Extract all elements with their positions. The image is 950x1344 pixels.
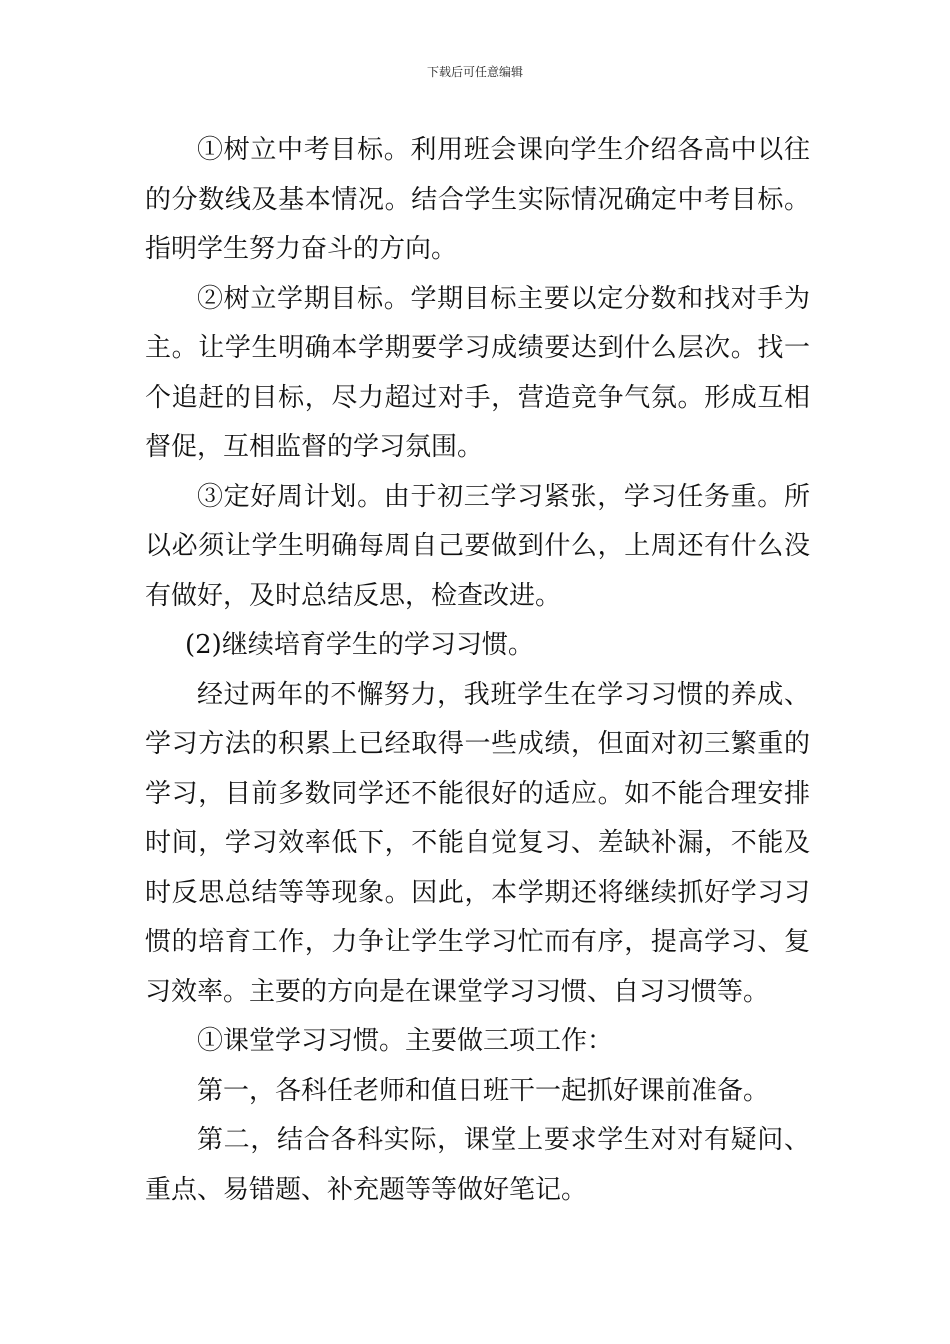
paragraph-classroom-habits: ①课堂学习习惯。主要做三项工作：	[197, 1026, 614, 1056]
paragraph-goal-exam: ①树立中考目标。利用班会课向学生介绍各高中以往的分数线及基本情况。结合学生实际情况确定中考目标。指明学生努力奋斗的方向。	[145, 135, 810, 264]
paragraph-weekly-plan: ③定好周计划。由于初三学习紧张，学习任务重。所以必须让学生明确每周自己要做到什么，上周还有什么没有做好，及时总结反思，检查改进。	[145, 481, 810, 611]
paragraph-goal-term: ②树立学期目标。学期目标主要以定分数和找对手为主。让学生明确本学期要学习成绩要达到什么层次。找一个追赶的目标，尽力超过对手，营造竞争气氛。形成互相督促，互相监督的学习氛围。	[145, 283, 810, 462]
paragraph-second-item: 第二，结合各科实际，课堂上要求学生对对有疑问、重点、易错题、补充题等等做好笔记。	[145, 1125, 810, 1205]
paragraph-first-item: 第一，各科任老师和值日班干一起抓好课前准备。	[197, 1075, 770, 1106]
page-header-note: 下载后可任意编辑	[426, 65, 523, 79]
paragraph-section-heading: (2)继续培育学生的学习习惯。	[185, 630, 534, 660]
paragraph-study-habits: 经过两年的不懈努力，我班学生在学习习惯的养成、学习方法的积累上已经取得一些成绩，但面对初三繁重的学习，目前多数同学还不能很好的适应。如不能合理安排时间，学习效率低下，不能自觉复习、差缺补漏，不能及时反思总结等等现象。因此，本学期还将继续抓好学习习惯的培育工作，力争让学生学习忙而有序，提高学习、复习效率。主要的方向是在课堂学习习惯、自习习惯等。	[145, 679, 810, 1007]
document-body	[145, 126, 810, 1215]
